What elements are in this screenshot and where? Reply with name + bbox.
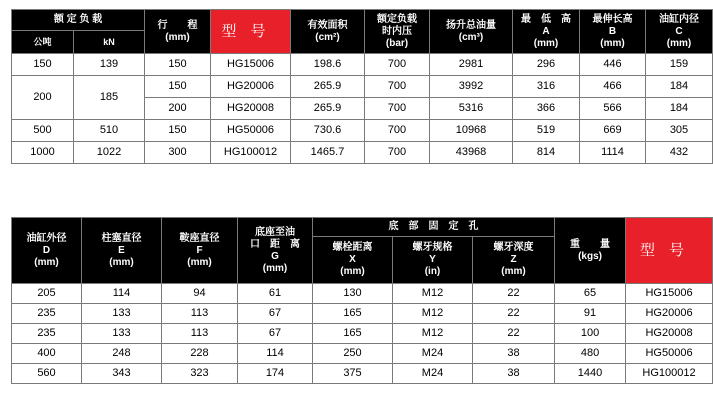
- header-effective-area: 有效面积 (cm²): [291, 10, 365, 54]
- cell-f: 113: [162, 324, 238, 344]
- header-plunger-dia: 柱塞直径 E (mm): [82, 218, 162, 284]
- cell-stroke: 150: [145, 76, 211, 98]
- cell-pressure: 700: [365, 120, 430, 142]
- cell-pressure: 700: [365, 98, 430, 120]
- cell-b: 566: [580, 98, 646, 120]
- cell-model: HG100012: [626, 364, 713, 384]
- header-base-holes: 底 部 固 定 孔: [313, 218, 555, 237]
- cell-y: M24: [393, 364, 473, 384]
- cell-ton: 1000: [12, 142, 74, 164]
- cell-z: 22: [473, 284, 555, 304]
- cell-g: 61: [238, 284, 313, 304]
- header-model: 型号: [211, 10, 291, 54]
- cell-f: 113: [162, 304, 238, 324]
- header-saddle-dia: 鞍座直径 F (mm): [162, 218, 238, 284]
- cell-d: 235: [12, 304, 82, 324]
- cell-weight: 65: [555, 284, 626, 304]
- header-rated-load: 额 定 负 载: [12, 10, 145, 31]
- table-row: [12, 364, 713, 384]
- table-row: [12, 284, 713, 304]
- header-stroke: 行 程 (mm): [145, 10, 211, 54]
- cell-model: HG20008: [626, 324, 713, 344]
- cell-x: 130: [313, 284, 393, 304]
- cell-y: M12: [393, 324, 473, 344]
- cell-oil: 2981: [430, 54, 513, 76]
- specs-table-bottom: [11, 217, 713, 384]
- cell-oil: 10968: [430, 120, 513, 142]
- cell-f: 323: [162, 364, 238, 384]
- cell-kn: 139: [74, 54, 145, 76]
- cell-e: 133: [82, 304, 162, 324]
- cell-a: 814: [513, 142, 580, 164]
- cell-oil: 3992: [430, 76, 513, 98]
- cell-kn: 1022: [74, 142, 145, 164]
- cell-e: 133: [82, 324, 162, 344]
- cell-pressure: 700: [365, 76, 430, 98]
- cell-f: 94: [162, 284, 238, 304]
- header-cyl-inner-dia: 油缸内径 C (mm): [646, 10, 713, 54]
- cell-z: 22: [473, 304, 555, 324]
- header-base-to-port: 底座至油 口 距 离 G (mm): [238, 218, 313, 284]
- header-cyl-outer-dia: 油缸外径 D (mm): [12, 218, 82, 284]
- table-row: [12, 54, 713, 76]
- cell-b: 1114: [580, 142, 646, 164]
- table-row: [12, 120, 713, 142]
- cell-model: HG50006: [211, 120, 291, 142]
- cell-g: 174: [238, 364, 313, 384]
- header-thread-spec: 螺牙规格 Y (in): [393, 237, 473, 284]
- cell-a: 519: [513, 120, 580, 142]
- cell-y: M12: [393, 304, 473, 324]
- header-lift-oil: 扬升总油量 (cm³): [430, 10, 513, 54]
- cell-d: 205: [12, 284, 82, 304]
- cell-d: 400: [12, 344, 82, 364]
- cell-b: 669: [580, 120, 646, 142]
- cell-a: 366: [513, 98, 580, 120]
- cell-c: 305: [646, 120, 713, 142]
- cell-stroke: 200: [145, 98, 211, 120]
- cell-model: HG15006: [626, 284, 713, 304]
- cell-stroke: 150: [145, 120, 211, 142]
- cell-model: HG15006: [211, 54, 291, 76]
- cell-c: 184: [646, 76, 713, 98]
- cell-area: 265.9: [291, 76, 365, 98]
- header-unit-ton: 公吨: [12, 31, 74, 54]
- header-bolt-distance: 螺栓距离 X (mm): [313, 237, 393, 284]
- cell-ton: 200: [12, 76, 74, 120]
- cell-weight: 1440: [555, 364, 626, 384]
- cell-e: 114: [82, 284, 162, 304]
- header-max-extension: 最伸长高 B (mm): [580, 10, 646, 54]
- cell-weight: 100: [555, 324, 626, 344]
- cell-stroke: 150: [145, 54, 211, 76]
- cell-model: HG50006: [626, 344, 713, 364]
- cell-weight: 91: [555, 304, 626, 324]
- cell-c: 432: [646, 142, 713, 164]
- header-thread-depth: 螺牙深度 Z (mm): [473, 237, 555, 284]
- cell-z: 38: [473, 344, 555, 364]
- cell-g: 67: [238, 304, 313, 324]
- table-row: [12, 304, 713, 324]
- cell-a: 316: [513, 76, 580, 98]
- cell-b: 446: [580, 54, 646, 76]
- table-row: [12, 76, 713, 98]
- cell-d: 560: [12, 364, 82, 384]
- cell-e: 343: [82, 364, 162, 384]
- cell-c: 184: [646, 98, 713, 120]
- cell-g: 114: [238, 344, 313, 364]
- cell-z: 22: [473, 324, 555, 344]
- cell-kn: 185: [74, 76, 145, 120]
- table-row: [12, 324, 713, 344]
- cell-model: HG20008: [211, 98, 291, 120]
- cell-model: HG20006: [626, 304, 713, 324]
- cell-model: HG100012: [211, 142, 291, 164]
- table-row: [12, 344, 713, 364]
- cell-d: 235: [12, 324, 82, 344]
- cell-x: 165: [313, 324, 393, 344]
- header-weight: 重 量 (kgs): [555, 218, 626, 284]
- cell-y: M12: [393, 284, 473, 304]
- cell-z: 38: [473, 364, 555, 384]
- cell-e: 248: [82, 344, 162, 364]
- cell-model: HG20006: [211, 76, 291, 98]
- cell-area: 198.6: [291, 54, 365, 76]
- header-model: 型号: [626, 218, 713, 284]
- cell-ton: 500: [12, 120, 74, 142]
- cell-a: 296: [513, 54, 580, 76]
- cell-c: 159: [646, 54, 713, 76]
- cell-g: 67: [238, 324, 313, 344]
- cell-b: 466: [580, 76, 646, 98]
- cell-x: 250: [313, 344, 393, 364]
- cell-area: 730.6: [291, 120, 365, 142]
- cell-weight: 480: [555, 344, 626, 364]
- cell-y: M24: [393, 344, 473, 364]
- cell-area: 1465.7: [291, 142, 365, 164]
- specs-table-top: [11, 9, 713, 164]
- cell-x: 165: [313, 304, 393, 324]
- cell-pressure: 700: [365, 54, 430, 76]
- cell-kn: 510: [74, 120, 145, 142]
- table-row: [12, 142, 713, 164]
- cell-f: 228: [162, 344, 238, 364]
- header-unit-kn: kN: [74, 31, 145, 54]
- cell-area: 265.9: [291, 98, 365, 120]
- cell-stroke: 300: [145, 142, 211, 164]
- cell-pressure: 700: [365, 142, 430, 164]
- cell-x: 375: [313, 364, 393, 384]
- header-rated-pressure: 额定负载 时内压 (bar): [365, 10, 430, 54]
- cell-oil: 5316: [430, 98, 513, 120]
- cell-ton: 150: [12, 54, 74, 76]
- header-min-height: 最 低 高 A (mm): [513, 10, 580, 54]
- cell-oil: 43968: [430, 142, 513, 164]
